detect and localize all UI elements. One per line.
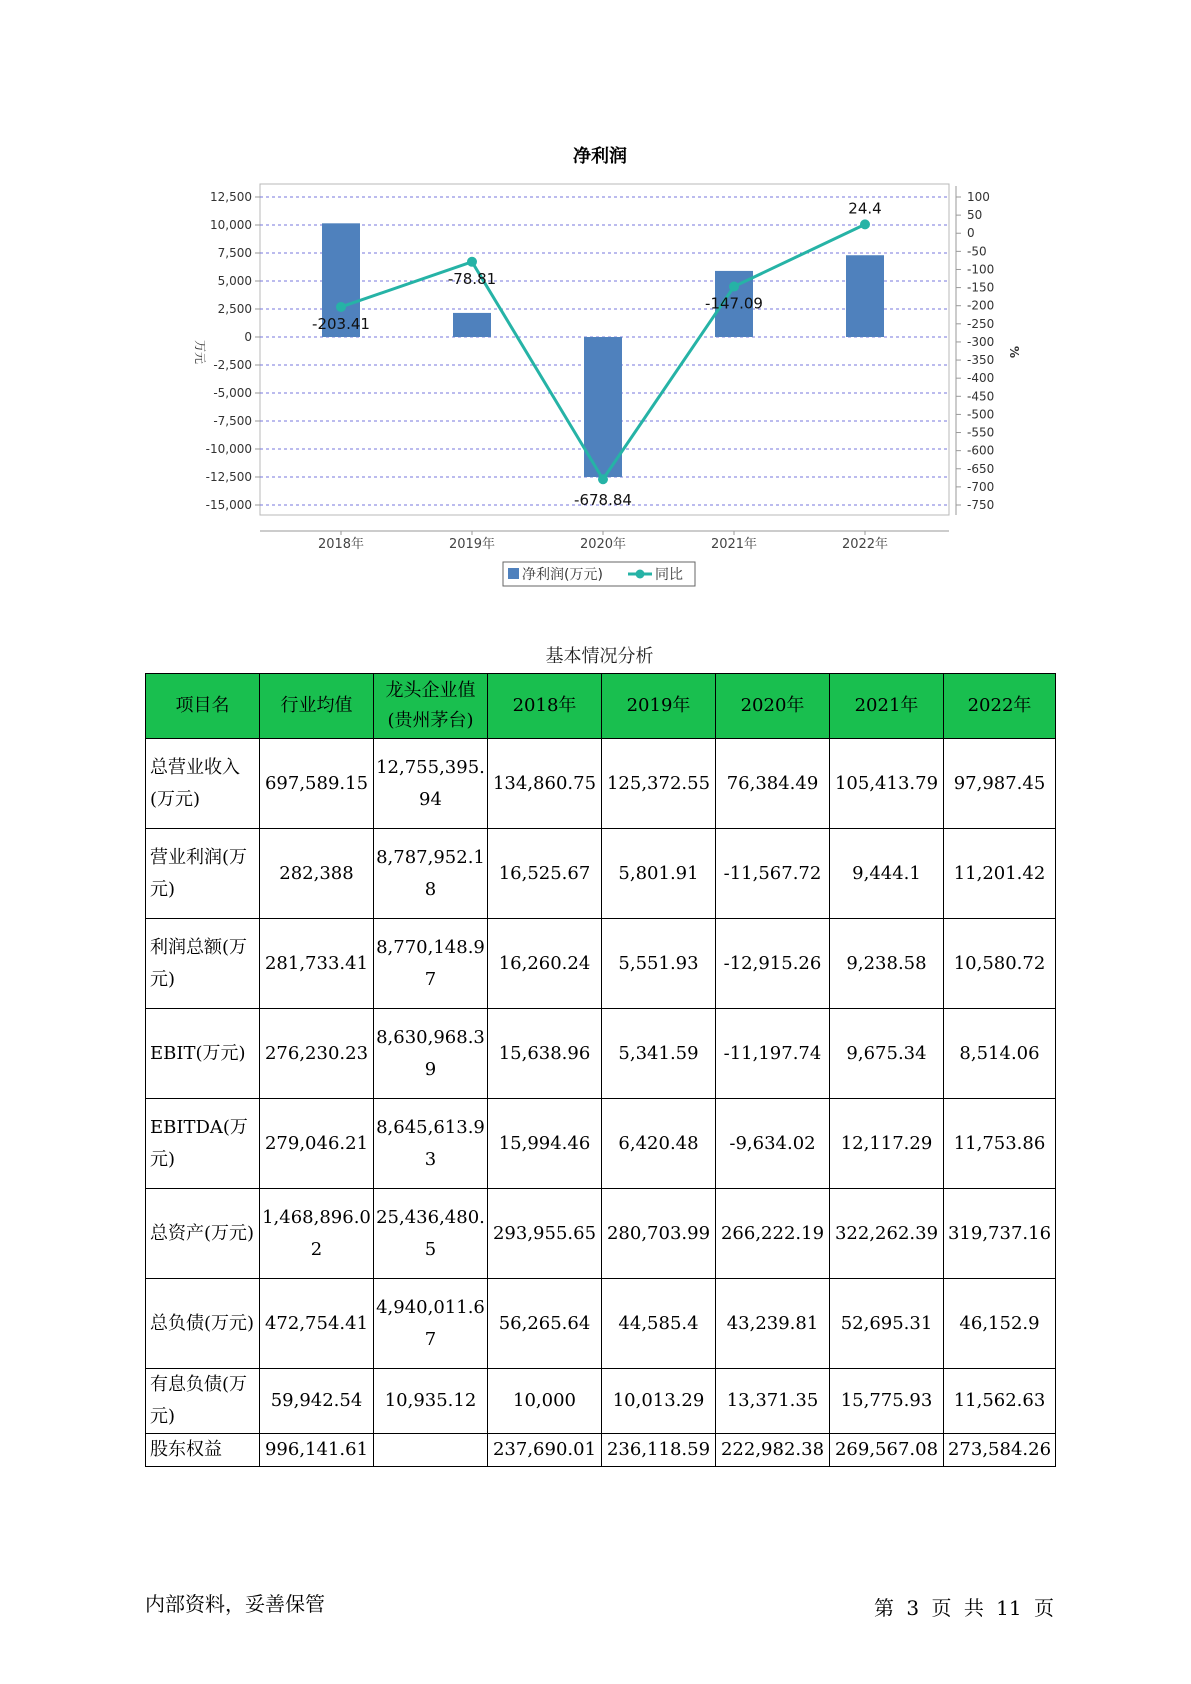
right-tick-label: -400 [967, 371, 995, 386]
table-row [146, 1279, 1056, 1369]
table-row [146, 1369, 1056, 1434]
table-header-cell: 2019年 [602, 674, 716, 739]
row-label: 总负债(万元) [146, 1279, 260, 1369]
table-cell: 125,372.55 [602, 739, 716, 829]
left-tick-label: -2,500 [213, 358, 252, 372]
table-row [146, 1434, 1056, 1467]
yoy-data-label: -203.41 [312, 314, 370, 333]
table-cell: 10,000 [488, 1369, 602, 1434]
yoy-point [860, 219, 870, 229]
yoy-data-label: 24.4 [848, 199, 882, 218]
table-header-cell: 项目名 [146, 674, 260, 739]
table-cell: 293,955.65 [488, 1189, 602, 1279]
chart-title: 净利润 [573, 146, 627, 167]
table-cell: 1,468,896.02 [260, 1189, 374, 1279]
x-tick-label: 2020年 [579, 537, 627, 552]
table-cell: 56,265.64 [488, 1279, 602, 1369]
left-tick-label: -15,000 [205, 498, 252, 512]
table-cell: 697,589.15 [260, 739, 374, 829]
left-tick-label: -12,500 [205, 470, 252, 484]
table-cell: 10,580.72 [944, 919, 1056, 1009]
right-tick-label: 100 [967, 190, 990, 204]
table-cell: 8,514.06 [944, 1009, 1056, 1099]
table-cell: 9,444.1 [830, 829, 944, 919]
table-cell: 5,801.91 [602, 829, 716, 919]
table-cell: -11,197.74 [716, 1009, 830, 1099]
table-cell: 273,584.26 [944, 1434, 1056, 1467]
left-tick-label: 10,000 [210, 218, 252, 232]
left-tick-label: 0 [244, 330, 252, 344]
right-tick-label: -600 [967, 443, 995, 458]
yoy-data-label: -78.81 [447, 269, 497, 288]
table-cell: 11,753.86 [944, 1099, 1056, 1189]
table-cell: 10,013.29 [602, 1369, 716, 1434]
left-tick-label: -10,000 [205, 442, 252, 456]
table-cell: -9,634.02 [716, 1099, 830, 1189]
row-label: 有息负债(万元) [146, 1369, 260, 1434]
yoy-point [336, 302, 346, 312]
yoy-point [598, 474, 608, 484]
net-profit-bar [453, 313, 491, 337]
table-cell: 322,262.39 [830, 1189, 944, 1279]
table-header-cell: 2021年 [830, 674, 944, 739]
right-tick-label: -50 [967, 244, 987, 259]
table-cell: 25,436,480.5 [374, 1189, 488, 1279]
table-row [146, 1099, 1056, 1189]
table-cell: 472,754.41 [260, 1279, 374, 1369]
table-cell: 8,787,952.18 [374, 829, 488, 919]
table-cell: 222,982.38 [716, 1434, 830, 1467]
table-row [146, 919, 1056, 1009]
row-label: EBITDA(万元) [146, 1099, 260, 1189]
right-tick-label: -500 [967, 407, 995, 422]
table-cell: 266,222.19 [716, 1189, 830, 1279]
right-tick-label: 50 [967, 208, 983, 223]
x-tick-label: 2019年 [448, 537, 496, 552]
table-cell [374, 1434, 488, 1467]
x-tick-label: 2021年 [710, 537, 758, 552]
table-cell: 8,770,148.97 [374, 919, 488, 1009]
right-tick-label: -150 [967, 280, 995, 295]
row-label: 总资产(万元) [146, 1189, 260, 1279]
row-label: 总营业收入(万元) [146, 739, 260, 829]
table-cell: 5,341.59 [602, 1009, 716, 1099]
table-row [146, 739, 1056, 829]
table-cell: 280,703.99 [602, 1189, 716, 1279]
table-header-cell: 2018年 [488, 674, 602, 739]
row-label: 利润总额(万元) [146, 919, 260, 1009]
table-cell: 281,733.41 [260, 919, 374, 1009]
right-tick-label: -250 [967, 316, 995, 331]
right-tick-label: -650 [967, 461, 995, 476]
table-cell: 276,230.23 [260, 1009, 374, 1099]
table-cell: 4,940,011.67 [374, 1279, 488, 1369]
left-tick-label: 5,000 [217, 274, 252, 288]
legend-bar-label: 净利润(万元) [522, 567, 603, 583]
table-cell: 9,675.34 [830, 1009, 944, 1099]
table-cell: 43,239.81 [716, 1279, 830, 1369]
right-tick-label: -750 [967, 498, 995, 512]
table-cell: 134,860.75 [488, 739, 602, 829]
footer-confidential: 内部资料，妥善保管 [145, 1592, 325, 1616]
financial-table [145, 673, 1056, 1467]
table-cell: 16,260.24 [488, 919, 602, 1009]
table-cell: 76,384.49 [716, 739, 830, 829]
yoy-point [467, 257, 477, 267]
yoy-point [729, 282, 739, 292]
right-tick-label: -550 [967, 425, 995, 440]
table-cell: 9,238.58 [830, 919, 944, 1009]
table-cell: 15,775.93 [830, 1369, 944, 1434]
right-tick-label: 0 [967, 226, 975, 241]
table-cell: 16,525.67 [488, 829, 602, 919]
table-cell: 11,562.63 [944, 1369, 1056, 1434]
right-tick-label: -100 [967, 262, 995, 277]
table-cell: 12,755,395.94 [374, 739, 488, 829]
table-row [146, 1189, 1056, 1279]
table-cell: 269,567.08 [830, 1434, 944, 1467]
legend-line-marker [636, 570, 645, 579]
table-cell: 996,141.61 [260, 1434, 374, 1467]
table-cell: 13,371.35 [716, 1369, 830, 1434]
right-tick-label: -450 [967, 389, 995, 404]
yoy-data-label: -678.84 [574, 491, 632, 510]
table-header-cell: 行业均值 [260, 674, 374, 739]
table-cell: 8,645,613.93 [374, 1099, 488, 1189]
table-row [146, 829, 1056, 919]
left-axis-title: 万元 [193, 339, 207, 365]
yoy-data-label: -147.09 [705, 294, 763, 313]
right-tick-label: -700 [967, 479, 995, 494]
table-header-cell: 龙头企业值(贵州茅台) [374, 674, 488, 739]
table-cell: 97,987.45 [944, 739, 1056, 829]
right-tick-label: -350 [967, 353, 995, 368]
table-cell: 12,117.29 [830, 1099, 944, 1189]
left-tick-label: -7,500 [213, 414, 252, 428]
table-cell: 282,388 [260, 829, 374, 919]
table-cell: 10,935.12 [374, 1369, 488, 1434]
row-label: 股东权益 [146, 1434, 260, 1467]
table-cell: 236,118.59 [602, 1434, 716, 1467]
legend-bar-swatch [508, 568, 519, 579]
left-tick-label: 2,500 [217, 302, 252, 316]
table-cell: 319,737.16 [944, 1189, 1056, 1279]
table-cell: 46,152.9 [944, 1279, 1056, 1369]
table-cell: 52,695.31 [830, 1279, 944, 1369]
table-cell: 44,585.4 [602, 1279, 716, 1369]
right-axis-title: % [1007, 345, 1021, 359]
footer-page-number: 第 3 页 共 11 页 [874, 1596, 1054, 1620]
right-tick-label: -200 [967, 298, 995, 313]
table-cell: -11,567.72 [716, 829, 830, 919]
net-profit-bar [846, 255, 884, 337]
table-cell: -12,915.26 [716, 919, 830, 1009]
left-tick-label: 12,500 [210, 190, 252, 204]
left-tick-label: -5,000 [213, 386, 252, 400]
table-cell: 237,690.01 [488, 1434, 602, 1467]
table-cell: 8,630,968.39 [374, 1009, 488, 1099]
legend-line-label: 同比 [655, 567, 683, 583]
x-tick-label: 2022年 [841, 537, 889, 552]
row-label: 营业利润(万元) [146, 829, 260, 919]
left-tick-label: 7,500 [217, 246, 252, 260]
table-cell: 279,046.21 [260, 1099, 374, 1189]
table-cell: 15,638.96 [488, 1009, 602, 1099]
row-label: EBIT(万元) [146, 1009, 260, 1099]
table-cell: 15,994.46 [488, 1099, 602, 1189]
table-cell: 6,420.48 [602, 1099, 716, 1189]
table-header-cell: 2022年 [944, 674, 1056, 739]
net-profit-chart [0, 0, 1191, 600]
table-title: 基本情况分析 [545, 646, 654, 667]
table-header-row [146, 674, 1056, 739]
table-cell: 11,201.42 [944, 829, 1056, 919]
right-tick-label: -300 [967, 334, 995, 349]
table-cell: 105,413.79 [830, 739, 944, 829]
x-tick-label: 2018年 [317, 537, 365, 552]
table-cell: 59,942.54 [260, 1369, 374, 1434]
table-row [146, 1009, 1056, 1099]
table-header-cell: 2020年 [716, 674, 830, 739]
table-cell: 5,551.93 [602, 919, 716, 1009]
